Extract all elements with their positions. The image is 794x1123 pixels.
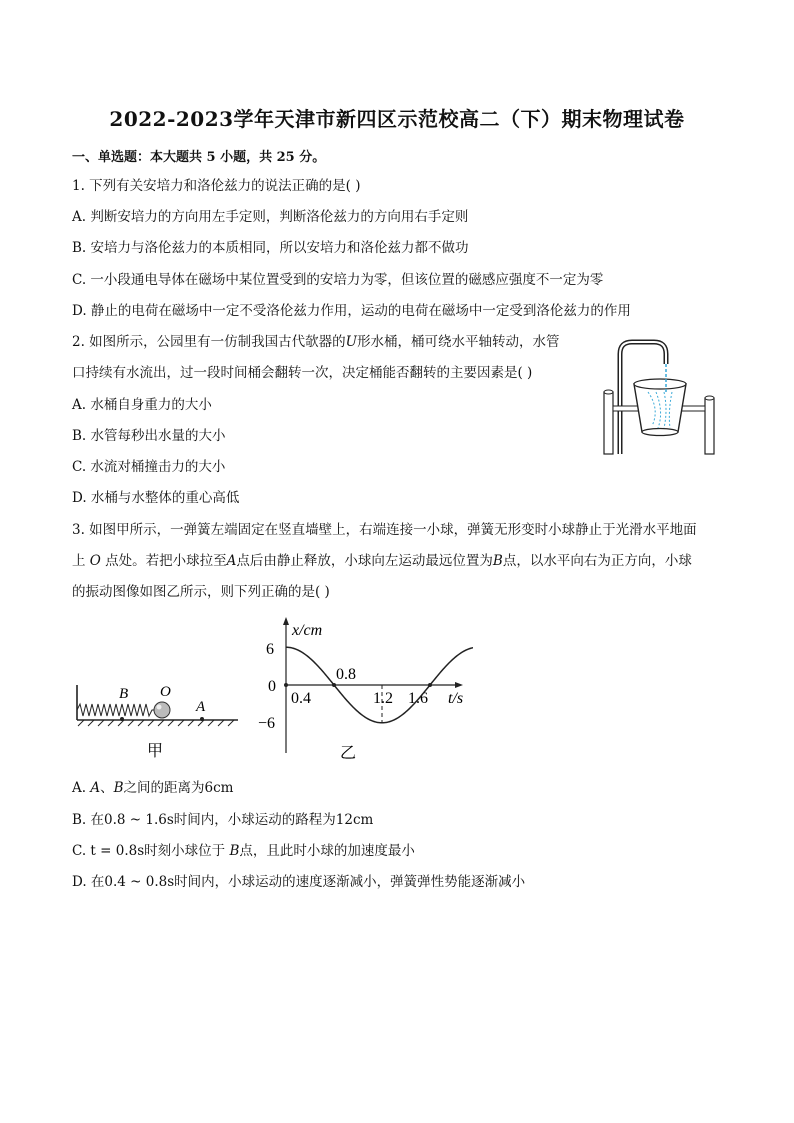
q1-option-b: B. 安培力与洛伦兹力的本质相同，所以安培力和洛伦兹力都不做功	[72, 240, 469, 256]
q3-text: 点处。若把小球拉至	[100, 553, 227, 569]
q3-a-text: A.	[72, 780, 91, 796]
q3-stem-line2	[72, 553, 692, 569]
q3-text: 上	[72, 553, 90, 569]
q3-point-o: O	[89, 553, 101, 569]
q2-stem-line1	[72, 334, 560, 350]
q2-option-d: D. 水桶与水整体的重心高低	[72, 490, 240, 506]
q2-stem-line2: 口持续有水流出，过一段时间桶会翻转一次，决定桶能否翻转的主要因素是( )	[72, 365, 533, 381]
q1-option-c: C. 一小段通电导体在磁场中某位置受到的安培力为零，但该位置的磁感应强度不一定为零	[72, 272, 604, 288]
tick-y-6: 6	[266, 641, 274, 658]
q1-stem: 1. 下列有关安培力和洛伦兹力的说法正确的是( )	[72, 178, 361, 194]
q1-option-d: D. 静止的电荷在磁场中一定不受洛伦兹力作用，运动的电荷在磁场中一定受到洛伦兹力的作用	[72, 303, 631, 319]
section-heading: 一、单选题：本大题共 5 小题，共 25 分。	[72, 150, 326, 165]
page-title: 2022-2023学年天津市新四区示范校高二（下）期末物理试卷	[109, 107, 685, 131]
q3-a-text: 、	[100, 780, 114, 796]
spring-figure	[72, 680, 242, 764]
tick-x-08: 0.8	[336, 666, 356, 683]
tick-x-12: 1.2	[373, 690, 393, 707]
axis-point	[428, 683, 432, 687]
q2-option-a: A. 水桶自身重力的大小	[72, 397, 212, 413]
axis-point	[284, 683, 288, 687]
q3-option-a	[72, 780, 233, 796]
vibration-chart	[258, 613, 473, 767]
label-a: A	[196, 699, 206, 715]
q2-stem-u: U	[345, 334, 358, 350]
q1-option-a: A. 判断安培力的方向用左手定则，判断洛伦兹力的方向用右手定则	[72, 209, 469, 225]
q3-option-b: B. 在0.8 ~ 1.6s时间内，小球运动的路程为12cm	[72, 812, 374, 828]
q2-stem-part: 形水桶，桶可绕水平轴转动，水管	[357, 334, 560, 350]
q3-a-text: 之间的距离为6cm	[123, 780, 234, 796]
x-axis-label: t/s	[448, 690, 464, 707]
q3-c-text: C. t = 0.8s时刻小球位于	[72, 843, 230, 859]
q3-stem-line3: 的振动图像如图乙所示，则下列正确的是( )	[72, 584, 330, 600]
tick-x-04: 0.4	[291, 690, 311, 707]
q3-stem-line1: 3. 如图甲所示，一弹簧左端固定在竖直墙壁上，右端连接一小球，弹簧无形变时小球静止于光滑水平地面	[72, 522, 697, 538]
q3-c-text: 点，且此时小球的加速度最小	[239, 843, 415, 859]
tick-y-0: 0	[268, 678, 276, 695]
label-b: B	[119, 686, 129, 702]
axis-point	[332, 683, 336, 687]
q3-text: 点，以水平向右为正方向，小球	[502, 553, 692, 569]
q3-point-a: A	[226, 553, 237, 569]
q3-option-d: D. 在0.4 ~ 0.8s时间内，小球运动的速度逐渐减小，弹簧弹性势能逐渐减小	[72, 874, 526, 890]
bucket-figure	[598, 334, 723, 460]
q3-a-point: B	[113, 780, 124, 796]
q3-c-point: B	[229, 843, 240, 859]
q3-option-c	[72, 843, 415, 859]
y-axis-label-text: x/cm	[292, 622, 323, 639]
tick-x-16: 1.6	[408, 690, 428, 707]
q3-a-point: A	[90, 780, 101, 796]
tick-y-neg6: −6	[258, 715, 276, 732]
figure-caption-jia: 甲	[147, 743, 164, 760]
q3-text: 点后由静止释放，小球向左运动最远位置为	[236, 553, 493, 569]
figure-caption-yi: 乙	[340, 745, 357, 762]
q2-stem-part: 2. 如图所示，公园里有一仿制我国古代欹器的	[72, 334, 346, 350]
q2-option-c: C. 水流对桶撞击力的大小	[72, 459, 226, 475]
y-axis-label	[291, 622, 322, 639]
q3-point-b: B	[492, 553, 503, 569]
q2-option-b: B. 水管每秒出水量的大小	[72, 428, 226, 444]
label-o: O	[160, 684, 171, 700]
